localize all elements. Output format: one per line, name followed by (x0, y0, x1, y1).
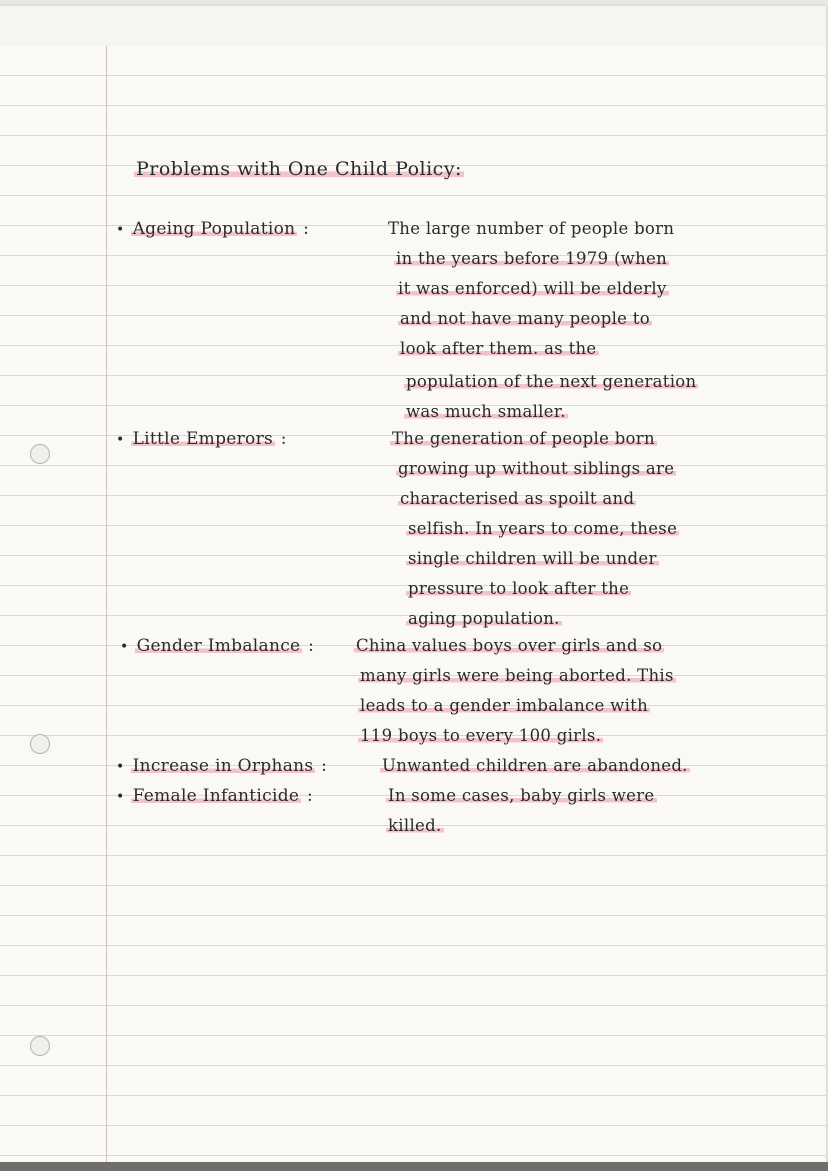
definition-line: growing up without siblings are (398, 459, 675, 478)
definition-line: leads to a gender imbalance with (360, 696, 649, 715)
definition-line: many girls were being aborted. This (360, 666, 674, 685)
definition-line: was much smaller. (406, 402, 566, 421)
definition-line: in the years before 1979 (when (396, 249, 668, 268)
definition-line: aging population. (408, 609, 560, 628)
term-female-infanticide: • Female Infanticide : (116, 786, 314, 806)
term-little-emperors: • Little Emperors : (116, 429, 287, 449)
definition-line: In some cases, baby girls were (388, 786, 655, 805)
term-gender-imbalance: • Gender Imbalance : (120, 636, 315, 656)
definition-line: The large number of people born (388, 219, 675, 238)
definition-line: and not have many people to (400, 309, 650, 328)
definition-line: it was enforced) will be elderly (398, 279, 667, 298)
definition-line: killed. (388, 816, 442, 835)
term-increase-in-orphans: • Increase in Orphans : (116, 756, 328, 776)
margin-line (106, 46, 107, 1171)
definition-line: 119 boys to every 100 girls. (360, 726, 602, 745)
definition-line: population of the next generation (406, 372, 697, 391)
bullet-icon: • (116, 432, 125, 448)
page-top-band (0, 6, 826, 46)
notebook-page (0, 6, 826, 1166)
bullet-icon: • (116, 222, 125, 238)
page-title: Problems with One Child Policy: (136, 158, 462, 180)
definition-line: Unwanted children are abandoned. (382, 756, 688, 775)
definition-line: look after them. as the (400, 339, 597, 358)
definition-line: The generation of people born (392, 429, 655, 448)
bullet-icon: • (116, 759, 125, 775)
definition-line: China values boys over girls and so (356, 636, 663, 655)
definition-line: pressure to look after the (408, 579, 630, 598)
punch-hole (30, 734, 50, 754)
definition-line: selfish. In years to come, these (408, 519, 678, 538)
page-bottom-edge (0, 1162, 828, 1171)
bullet-icon: • (120, 639, 129, 655)
term-ageing-population: • Ageing Population : (116, 219, 310, 239)
punch-hole (30, 444, 50, 464)
definition-line: single children will be under (408, 549, 657, 568)
punch-hole (30, 1036, 50, 1056)
bullet-icon: • (116, 789, 125, 805)
definition-line: characterised as spoilt and (400, 489, 635, 508)
